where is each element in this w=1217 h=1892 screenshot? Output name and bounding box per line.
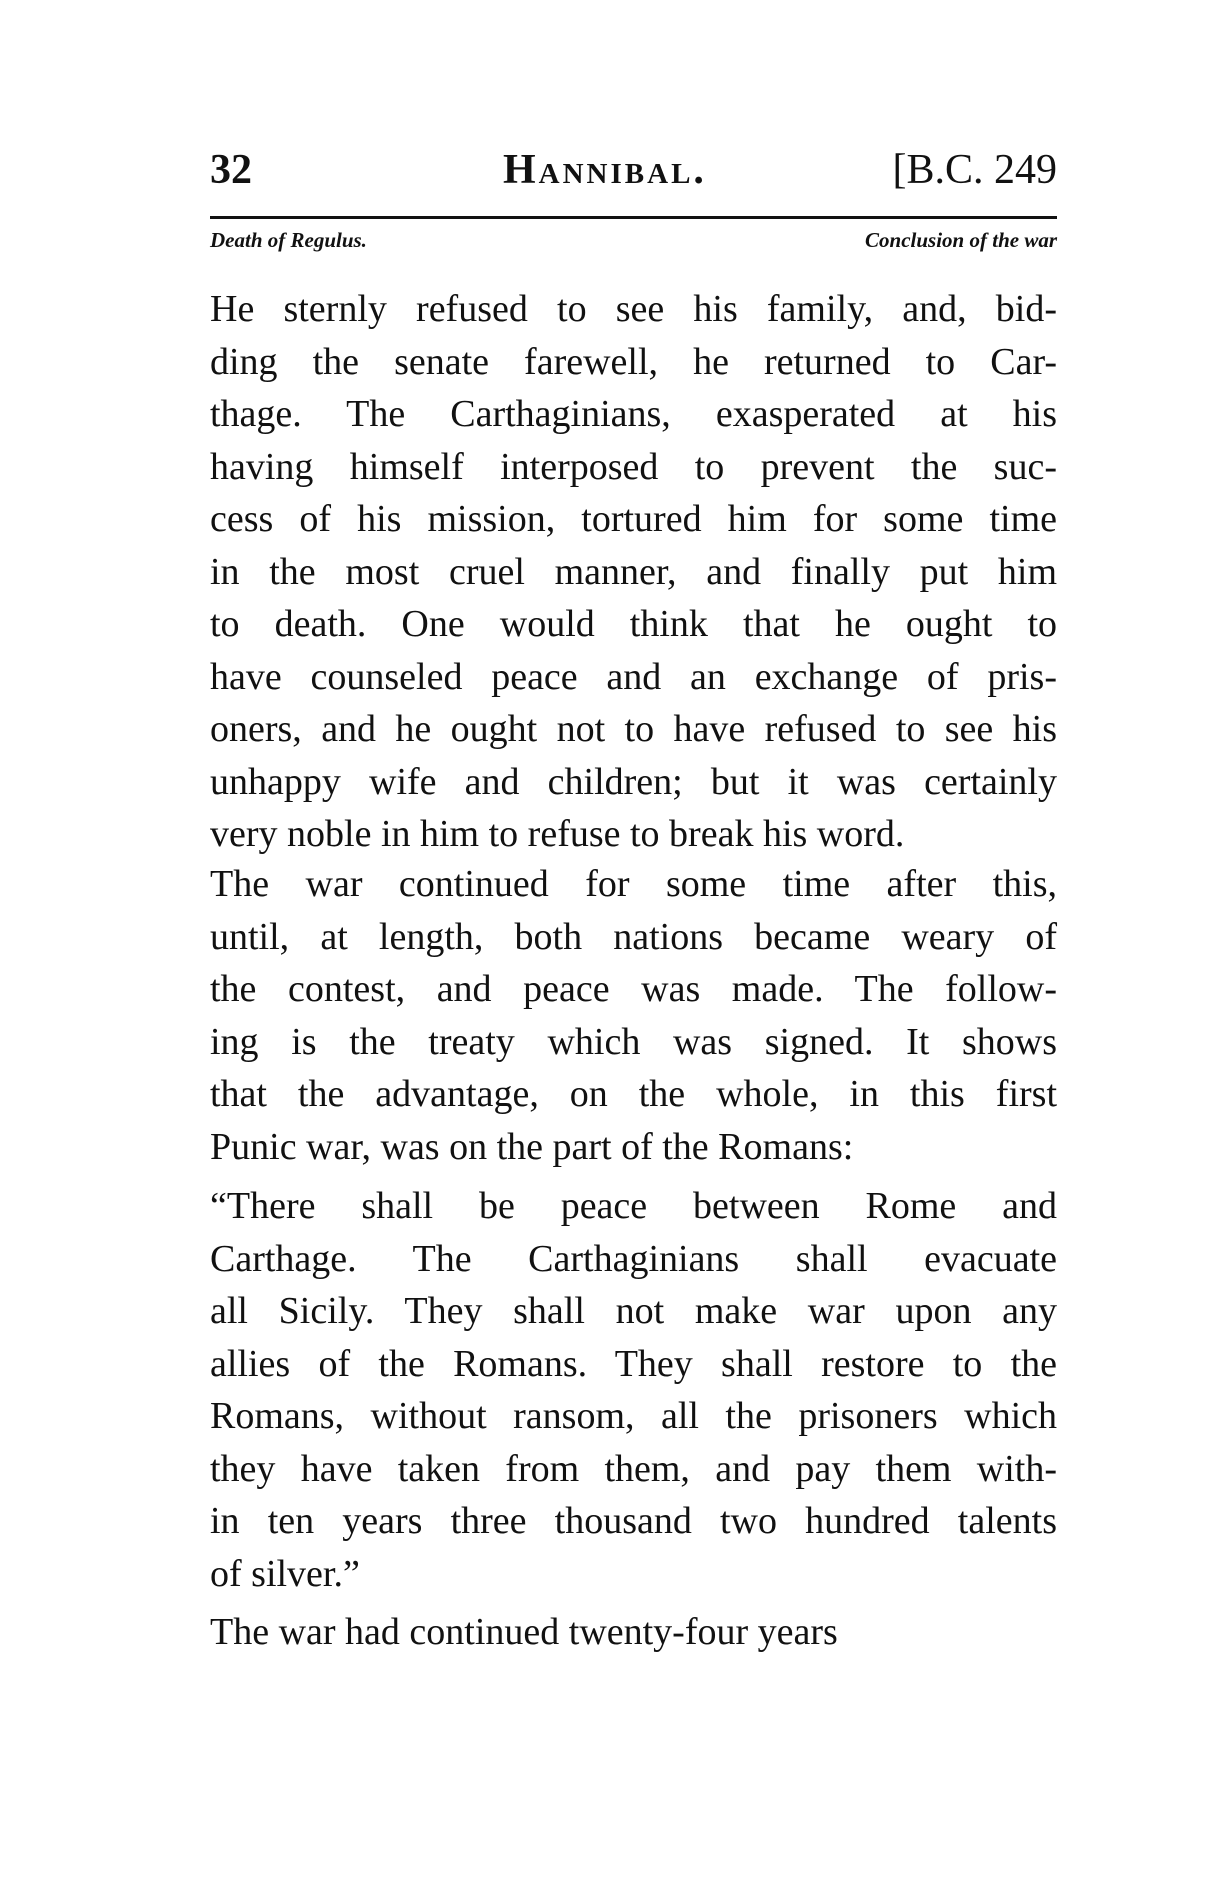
- text-line: of silver.”: [210, 1552, 360, 1595]
- text-line: they have taken from them, and pay them with-: [210, 1447, 1057, 1490]
- year-mark: [B.C. 249: [892, 147, 1057, 193]
- text-line: Romans, without ransom, all the prisoners which: [210, 1395, 1057, 1437]
- side-notes: [210, 228, 1057, 260]
- text-line: the contest, and peace was made. The follow-: [210, 968, 1057, 1010]
- text-line: in the most cruel manner, and finally put him: [210, 550, 1057, 593]
- text-line: oners, and he ought not to have refused to see his: [210, 708, 1057, 750]
- side-note-left: Death of Regulus.: [210, 228, 367, 252]
- text-line: until, at length, both nations became weary of: [210, 915, 1057, 958]
- paragraph-closing: [210, 1606, 1057, 1659]
- text-line: He sternly refused to see his family, and, bid-: [210, 288, 1057, 330]
- text-line: in ten years three thousand two hundred talents: [210, 1500, 1057, 1542]
- text-line: thage. The Carthaginians, exasperated at his: [210, 393, 1057, 435]
- paragraph-regulus: [210, 283, 1057, 861]
- text-line: have counseled peace and an exchange of pris-: [210, 655, 1057, 698]
- running-head: [210, 146, 1057, 206]
- book-title: Hannibal.: [503, 147, 707, 193]
- side-note-right: Conclusion of the war: [865, 228, 1057, 252]
- text-line: The war continued for some time after this,: [210, 863, 1057, 905]
- text-line: ing is the treaty which was signed. It shows: [210, 1020, 1057, 1063]
- page-number: 32: [210, 147, 252, 193]
- text-line: that the advantage, on the whole, in this first: [210, 1073, 1057, 1115]
- text-line: all Sicily. They shall not make war upon any: [210, 1290, 1057, 1332]
- text-line: “There shall be peace between Rome and: [210, 1185, 1057, 1227]
- text-line: The war had continued twenty-four years: [210, 1611, 838, 1653]
- text-line: to death. One would think that he ought to: [210, 603, 1057, 645]
- text-line: ding the senate farewell, he returned to Car-: [210, 340, 1057, 383]
- treaty-quote: [210, 1180, 1057, 1600]
- header-rule: [210, 216, 1057, 219]
- text-line: Punic war, was on the part of the Romans:: [210, 1125, 854, 1168]
- text-line: having himself interposed to prevent the suc-: [210, 445, 1057, 488]
- text-line: very noble in him to refuse to break his word.: [210, 813, 905, 855]
- text-line: cess of his mission, tortured him for some time: [210, 498, 1057, 540]
- text-line: Carthage. The Carthaginians shall evacuate: [210, 1237, 1057, 1280]
- text-line: allies of the Romans. They shall restore to the: [210, 1342, 1057, 1385]
- text-line: unhappy wife and children; but it was certainly: [210, 760, 1057, 803]
- paragraph-war-continued: [210, 858, 1057, 1173]
